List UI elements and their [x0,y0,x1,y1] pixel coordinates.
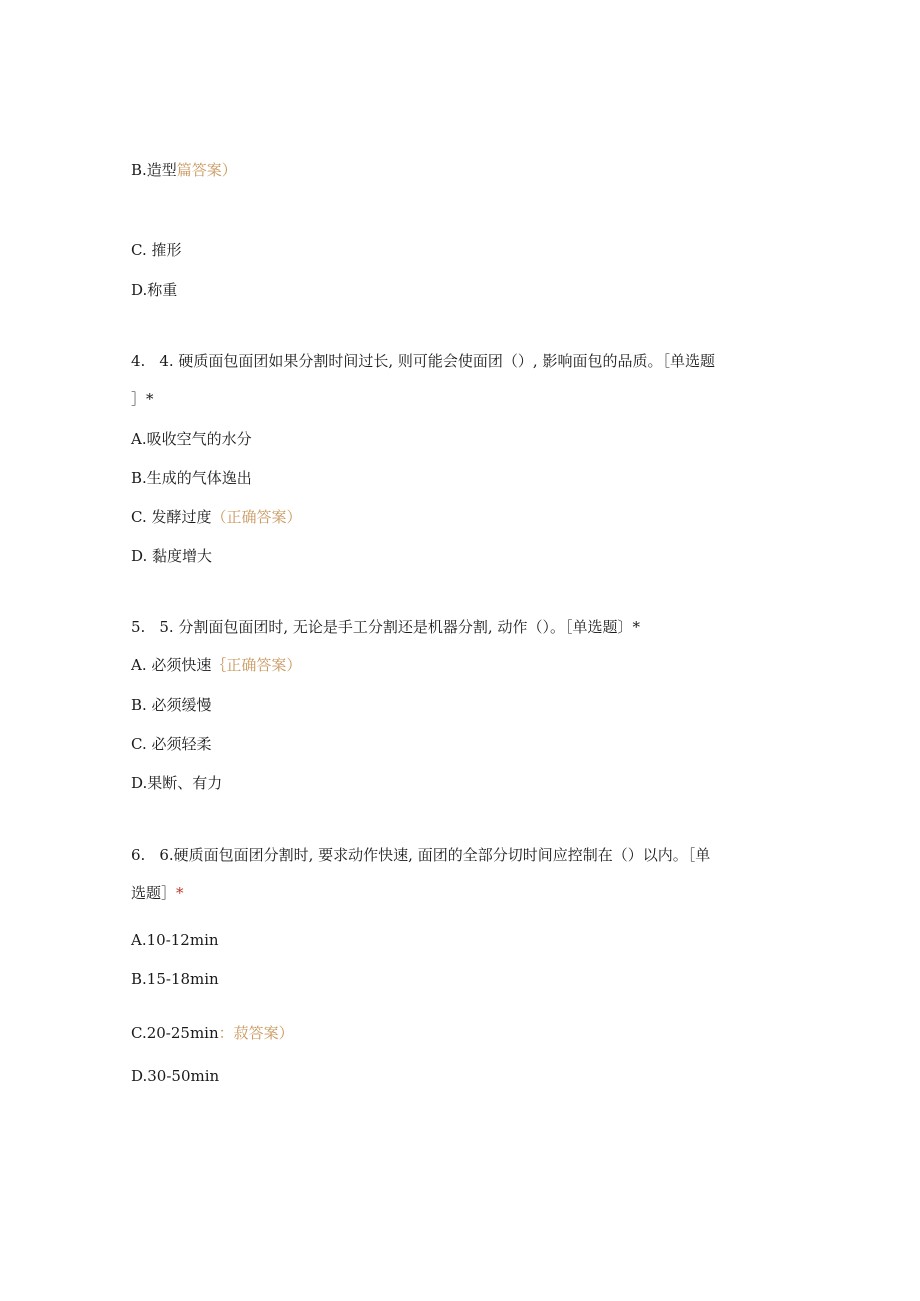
q5-option-a [131,655,301,675]
option-text: C. 发酵过度 [131,508,212,526]
question-number: 6. [131,846,146,864]
option-text: B. 必须缓慢 [131,696,212,714]
question-text: 4. 硬质面包面团如果分割时间过长, 则可能会使面团（）, 影响面包的品质。［单选题 [159,352,715,370]
required-star: * [176,884,184,902]
q4-option-d [131,546,212,566]
q4-stem-cont [131,389,154,409]
q5-option-b [131,695,212,715]
option-text: D.果断、有力 [131,774,223,792]
option-text: B.生成的气体逸出 [131,469,252,487]
q3-option-b [131,160,237,180]
question-number: 4. [131,352,146,370]
question-text: 6.硬质面包面团分割时, 要求动作快速, 面团的全部分切时间应控制在（）以内。［单 [159,846,711,864]
option-text: A.吸收空气的水分 [131,430,252,448]
option-text: D.30-50min [131,1067,220,1085]
q5-option-c [131,734,211,754]
option-text: D. 黏度增大 [131,547,213,565]
option-text: B.造型 [131,161,177,179]
q5-stem [131,617,640,637]
answer-mark: 篇答案） [176,161,237,179]
option-text: A. 必须快速 [131,656,212,674]
option-text: C. 必须轻柔 [131,735,212,753]
q6-option-a [131,930,219,950]
q4-option-b [131,468,252,488]
option-text: C. 搉形 [131,241,182,259]
answer-mark: ：菽答案） [218,1024,294,1042]
q3-option-d [131,280,177,300]
question-number: 5. [131,618,146,636]
option-text: B.15-18min [131,970,219,988]
q6-option-c [131,1023,294,1043]
question-type-tail: 选题］ [131,884,177,902]
option-text: C.20-25min [131,1024,219,1042]
answer-mark: ｛正确答案） [211,656,302,674]
q4-stem [131,351,715,371]
question-type-tail: ］* [131,390,154,408]
q4-option-c [131,507,302,527]
q3-option-c [131,240,181,260]
question-text: 5. 分割面包面团时, 无论是手工分割还是机器分割, 动作（）。［单选题〕* [159,618,640,636]
answer-mark: （正确答案） [211,508,302,526]
q5-option-d [131,773,222,793]
q6-stem [131,845,710,865]
q4-option-a [131,429,252,449]
q6-stem-cont [131,883,184,903]
option-text: D.称重 [131,281,178,299]
q6-option-b [131,969,219,989]
option-text: A.10-12min [131,931,219,949]
q6-option-d [131,1066,219,1086]
